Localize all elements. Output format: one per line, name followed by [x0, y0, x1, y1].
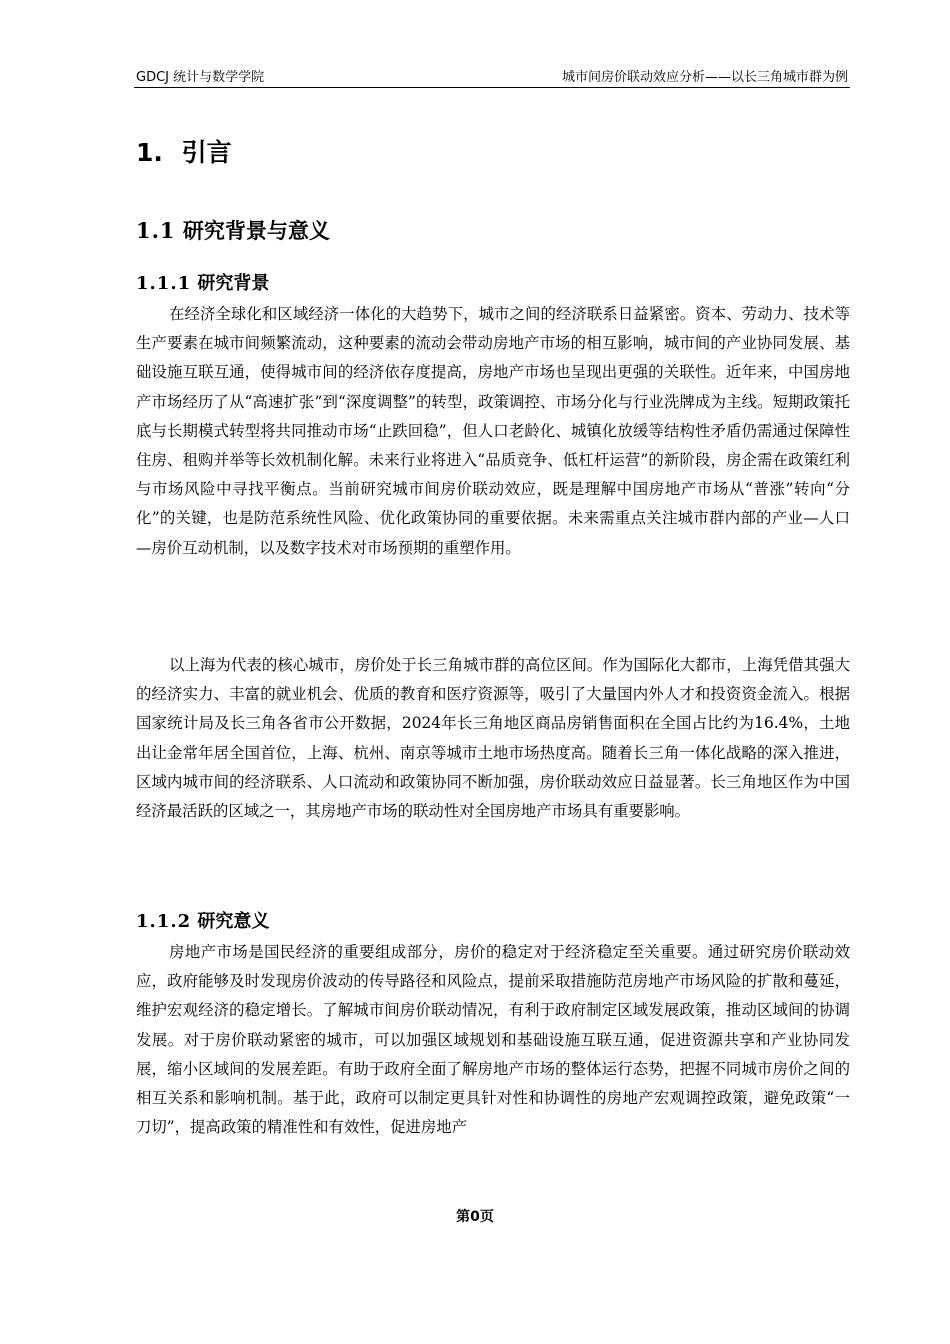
page-header	[134, 66, 850, 88]
subsubsection-title: 研究意义	[197, 911, 270, 932]
section-title: 引言	[181, 138, 232, 167]
subsubsection-heading-significance	[136, 907, 269, 936]
body-paragraph: 房地产市场是国民经济的重要组成部分，房价的稳定对于经济稳定至关重要。通过研究房价联动效应，政府能够及时发现房价波动的传导路径和风险点，提前采取措施防范房地产市场风险的扩散和蔓延，维护宏观经济的稳定增长。了解城市间房价联动情况，有利于政府制定区域发展政策，推动区域间的协调发展。对于房价联动紧密的城市，可以加强区域规划和基础设施互联互通，促进资源共享和产业协同发展，缩小区域间的发展差距。有助于政府全面了解房地产市场的整体运行态势，把握不同城市房价之间的相互关系和影响机制。基于此，政府可以制定更具针对性和协调性的房地产宏观调控政策，避免政策“一刀切”，提高政策的精准性和有效性，促进房地产	[136, 943, 850, 1137]
subsection-heading	[136, 215, 330, 247]
page-number: 第0页	[456, 1209, 494, 1225]
subsubsection-number: 1.1.1	[136, 273, 192, 294]
header-left-text: GDCJ 统计与数学学院	[136, 70, 265, 85]
subsection-number: 1.1	[136, 218, 176, 243]
subsubsection-number: 1.1.2	[136, 911, 192, 932]
body-paragraph: 在经济全球化和区域经济一体化的大趋势下，城市之间的经济联系日益紧密。资本、劳动力、技术等生产要素在城市间频繁流动，这种要素的流动会带动房地产市场的相互影响，城市间的产业协同发展、基础设施互联互通，使得城市间的经济依存度提高，房地产市场也呈现出更强的关联性。近年来，中国房地产市场经历了从“高速扩张”到“深度调整”的转型，政策调控、市场分化与行业洗牌成为主线。短期政策托底与长期模式转型将共同推动市场“止跌回稳”，但人口老龄化、城镇化放缓等结构性矛盾仍需通过保障性住房、租购并举等长效机制化解。未来行业将进入“品质竞争、低杠杆运营”的新阶段，房企需在政策红利与市场风险中寻找平衡点。当前研究城市间房价联动效应，既是理解中国房地产市场从“普涨”转向“分化”的关键，也是防范系统性风险、优化政策协同的重要依据。未来需重点关注城市群内部的产业—人口—房价互动机制，以及数字技术对市场预期的重塑作用。	[136, 305, 850, 557]
body-paragraph: 以上海为代表的核心城市，房价处于长三角城市群的高位区间。作为国际化大都市，上海凭借其强大的经济实力、丰富的就业机会、优质的教育和医疗资源等，吸引了大量国内外人才和投资资金流入。根据国家统计局及长三角各省市公开数据，2024年长三角地区商品房销售面积在全国占比约为16.4%，土地出让金常年居全国首位，上海、杭州、南京等城市土地市场热度高。随着长三角一体化战略的深入推进，区域内城市间的经济联系、人口流动和政策协同不断加强，房价联动效应日益显著。长三角地区作为中国经济最活跃的区域之一，其房地产市场的联动性对全国房地产市场具有重要影响。	[136, 656, 850, 821]
subsection-title: 研究背景与意义	[182, 219, 330, 243]
section-number: 1.	[136, 138, 163, 167]
header-divider	[134, 87, 850, 88]
section-heading	[136, 135, 232, 171]
subsubsection-title: 研究背景	[197, 273, 270, 294]
header-right-text: 城市间房价联动效应分析——以长三角城市群为例	[561, 70, 848, 85]
subsubsection-heading-background	[136, 269, 269, 298]
